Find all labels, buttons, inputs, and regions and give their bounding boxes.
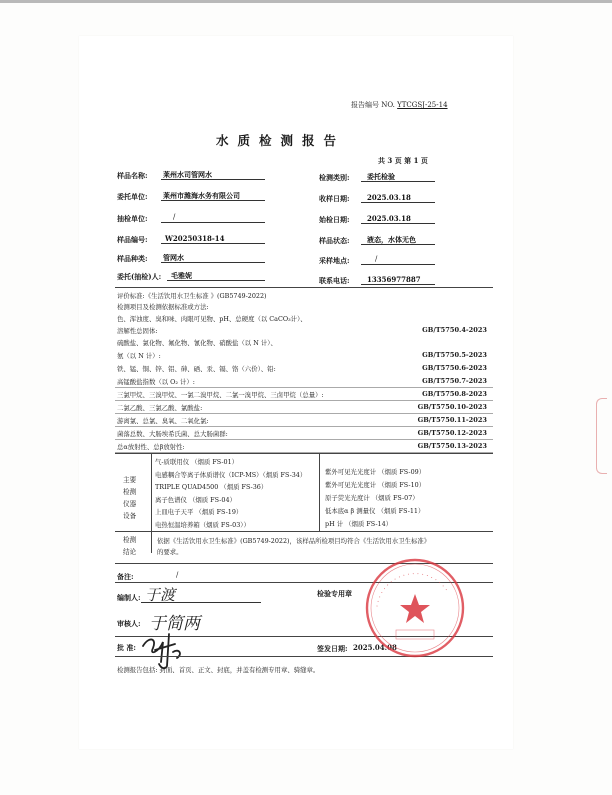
report-page: [79, 36, 513, 749]
method-item: 游离氯、总氯、臭氧、二氧化氯:: [117, 417, 209, 425]
seal-label: 检验专用章: [317, 589, 352, 598]
red-official-seal-icon: [363, 556, 467, 660]
equipment-item: TRIPLE QUAD4500 （烟质 FS-36）: [155, 483, 268, 492]
method-item: 硫酸盐、氯化物、氟化物、氰化物、硝酸盐（以 N 计）、: [117, 339, 277, 347]
equipment-item: 电感耦合等离子体质谱仪（ICP-MS）（烟质 FS-34）: [155, 470, 307, 479]
equipment-item: 原子荧光光度计 （烟质 FS-07）: [325, 494, 419, 502]
method-standard: GB/T5750.5-2023: [422, 351, 487, 359]
method-standard: GB/T5750.12-2023: [417, 429, 487, 437]
sampling-unit-label: 抽检单位:: [117, 214, 148, 223]
equipment-list-right: [325, 466, 425, 531]
equipment-item: 气-质联用仪 （烟质 FS-01）: [155, 458, 239, 466]
page-title: 水质检测报告: [216, 133, 346, 148]
report-number: 报告编号 NO. YTCGSJ-25-14: [351, 101, 448, 109]
sample-kind-value: 管网水: [163, 253, 184, 262]
sample-kind-label: 样品种类:: [117, 254, 148, 263]
phone-label: 联系电话:: [319, 276, 350, 285]
equipment-item: 低本底α β 测量仪 （烟质 FS-11）: [325, 507, 425, 515]
method-item: 铁、锰、铜、锌、铝、砷、硒、汞、镉、铬（六价）、铅:: [117, 365, 276, 373]
method-item: 二氯乙酸、三氯乙酸、氯酸盐:: [117, 404, 203, 412]
equipment-item: 紫外可见光光度计 （烟质 FS-10）: [325, 481, 426, 489]
sampling-unit-value: /: [173, 213, 176, 221]
report-composition-note: 检测报告包括: 封面、首页、正文、封底，并盖有检测专用章、骑缝章。: [117, 666, 320, 674]
reviewer-signature: 于简两: [149, 614, 200, 634]
client-label: 委托单位:: [117, 192, 148, 201]
partial-seal-edge-icon: [596, 398, 607, 474]
conclusion-text: 依据《生活饮用水卫生标准》(GB5749-2022)，该样品所检项目均符合《生活饮用水卫生标准》 的要求。: [157, 537, 431, 556]
sample-name-value: 莱州水司管网水: [163, 170, 212, 179]
test-type-value: 委托检验: [367, 172, 395, 181]
method-item: 菌落总数、大肠埃希氏菌、总大肠菌群:: [117, 430, 228, 438]
method-standard: GB/T5750.4-2023: [422, 326, 487, 334]
issue-date-label: 签发日期:: [317, 644, 348, 653]
methods-header: 检测项目及检测依据标准或方法:: [117, 303, 209, 311]
method-item: 氨（以 N 计）:: [117, 352, 161, 360]
sample-name-label: 样品名称:: [117, 171, 148, 180]
method-standard: GB/T5750.8-2023: [422, 390, 487, 398]
equipment-item: 离子色谱仪 （烟质 FS-04）: [155, 495, 236, 504]
test-date-label: 始检日期:: [319, 215, 350, 224]
remarks-label: 备注:: [117, 572, 134, 581]
sampling-place-value: /: [375, 255, 378, 263]
page-count: 共 3 页 第 1 页: [378, 156, 428, 165]
equipment-list-left: [155, 456, 306, 532]
received-date-value: 2025.03.18: [367, 193, 411, 202]
contact-value: 毛雅妮: [171, 271, 192, 280]
method-item: 三氯甲烷、三溴甲烷、一氯二溴甲烷、二氯一溴甲烷、三卤甲烷（总量）:: [117, 391, 324, 399]
equipment-item: pH 计 （烟质 FS-14）: [325, 520, 393, 528]
phone-value: 13356977887: [367, 275, 421, 284]
editor-label: 编制人:: [117, 593, 141, 602]
method-standard: GB/T5750.10-2023: [417, 403, 487, 411]
reviewer-label: 审核人:: [117, 619, 141, 628]
issue-date-value: 2025.04.08: [353, 643, 397, 652]
method-item: 色、浑浊度、臭和味、肉眼可见物、pH、总硬度（以 CaCO₃计）、: [117, 315, 307, 323]
client-value: 莱州市潍海水务有限公司: [163, 191, 240, 200]
svg-text:· · · · · · · · · · · · · · ·: · · · · · · · · · · · · · · · · · · · ·: [373, 569, 450, 608]
top-edge-bar: [0, 0, 612, 3]
method-item: 溶解性总固体:: [117, 327, 158, 335]
conclusion-label: 检测 结论: [123, 536, 137, 556]
evaluation-criteria: 评价标准:《生活饮用水卫生标准 》(GB5749-2022): [117, 292, 267, 300]
equipment-label: 主要 检测 仪器 设备: [123, 476, 137, 520]
method-standard: GB/T5750.13-2023: [417, 442, 487, 450]
sample-state-value: 液态，水体无色: [367, 235, 416, 244]
method-standard: GB/T5750.6-2023: [422, 364, 487, 372]
sampling-place-label: 采样地点:: [319, 256, 350, 265]
equipment-item: 紫外可见光光度计 （烟质 FS-09）: [325, 468, 426, 476]
method-item: 高锰酸盐指数（以 O₂ 计）:: [117, 378, 195, 386]
contact-label: 委托(抽检)人:: [117, 272, 162, 281]
sample-no-label: 样品编号:: [117, 235, 148, 244]
test-type-label: 检测类别:: [319, 173, 350, 182]
method-item: 总α放射性、总β放射性:: [117, 443, 185, 451]
sample-no-value: W20250318-14: [165, 234, 225, 243]
method-standard: GB/T5750.7-2023: [422, 377, 487, 385]
equipment-item: 上皿电子天平 （烟质 FS-19）: [155, 508, 243, 517]
remarks-value: /: [176, 571, 179, 579]
equipment-item: 电热恒温培养箱（烟质 FS-03））: [155, 520, 250, 529]
sample-state-label: 样品状态:: [319, 236, 350, 245]
approver-label: 批 准:: [117, 643, 137, 652]
editor-signature: 于渡: [145, 586, 176, 604]
method-standard: GB/T5750.11-2023: [417, 416, 487, 424]
received-date-label: 收样日期:: [319, 194, 350, 203]
test-date-value: 2025.03.18: [367, 214, 411, 223]
